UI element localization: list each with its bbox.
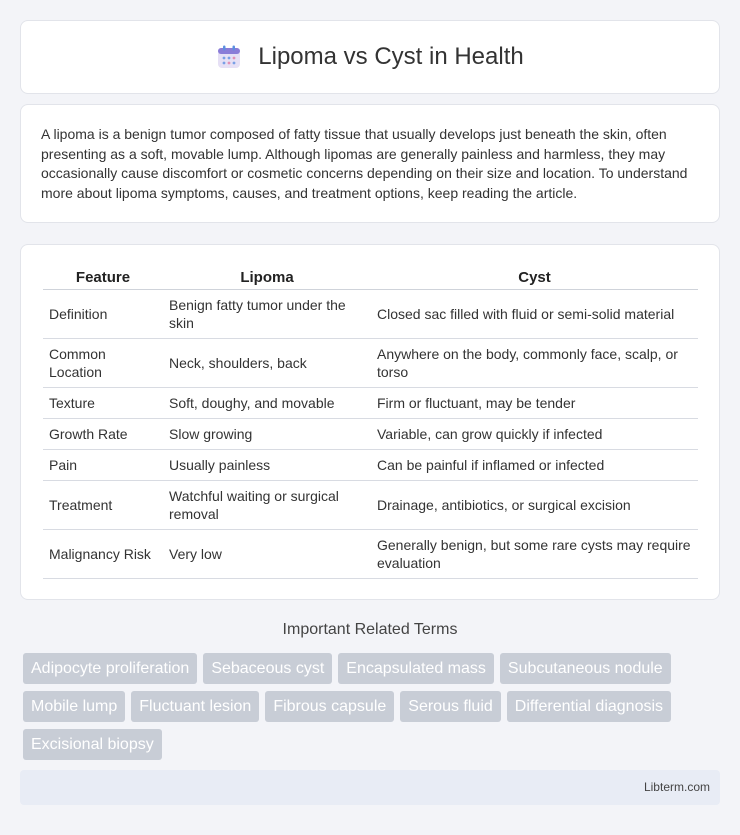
term-tag[interactable]: Mobile lump bbox=[23, 691, 125, 722]
header-card bbox=[20, 20, 720, 94]
cell-feature: Definition bbox=[43, 290, 163, 339]
related-terms-title: Important Related Terms bbox=[282, 621, 458, 638]
table-row bbox=[43, 290, 698, 339]
cell-feature: Common Location bbox=[43, 339, 163, 388]
table-row bbox=[43, 481, 698, 530]
cell-feature: Pain bbox=[43, 450, 163, 481]
cell-lipoma: Neck, shoulders, back bbox=[163, 339, 371, 388]
calendar-icon bbox=[216, 44, 242, 70]
header-lipoma: Lipoma bbox=[163, 263, 371, 290]
cell-feature: Malignancy Risk bbox=[43, 530, 163, 579]
cell-cyst: Closed sac filled with fluid or semi-solid material bbox=[371, 290, 698, 339]
header-cyst: Cyst bbox=[371, 263, 698, 290]
header-feature: Feature bbox=[43, 263, 163, 290]
term-tag[interactable]: Adipocyte proliferation bbox=[23, 653, 197, 684]
comparison-table bbox=[43, 263, 698, 579]
table-row bbox=[43, 530, 698, 579]
term-tag[interactable]: Encapsulated mass bbox=[338, 653, 494, 684]
term-tag[interactable]: Differential diagnosis bbox=[507, 691, 671, 722]
cell-lipoma: Usually painless bbox=[163, 450, 371, 481]
cell-lipoma: Slow growing bbox=[163, 419, 371, 450]
cell-lipoma: Very low bbox=[163, 530, 371, 579]
related-terms-list bbox=[23, 653, 723, 760]
table-header-row bbox=[43, 263, 698, 290]
cell-cyst: Variable, can grow quickly if infected bbox=[371, 419, 698, 450]
table-row bbox=[43, 450, 698, 481]
table-row bbox=[43, 339, 698, 388]
cell-feature: Treatment bbox=[43, 481, 163, 530]
cell-lipoma: Benign fatty tumor under the skin bbox=[163, 290, 371, 339]
cell-cyst: Anywhere on the body, commonly face, scalp, or torso bbox=[371, 339, 698, 388]
cell-cyst: Firm or fluctuant, may be tender bbox=[371, 388, 698, 419]
cell-cyst: Can be painful if inflamed or infected bbox=[371, 450, 698, 481]
cell-cyst: Generally benign, but some rare cysts may require evaluation bbox=[371, 530, 698, 579]
cell-feature: Texture bbox=[43, 388, 163, 419]
cell-cyst: Drainage, antibiotics, or surgical excision bbox=[371, 481, 698, 530]
term-tag[interactable]: Excisional biopsy bbox=[23, 729, 162, 760]
footer-link[interactable]: Libterm.com bbox=[643, 780, 710, 794]
cell-lipoma: Watchful waiting or surgical removal bbox=[163, 481, 371, 530]
term-tag[interactable]: Sebaceous cyst bbox=[203, 653, 332, 684]
table-row bbox=[43, 388, 698, 419]
page-title: Lipoma vs Cyst in Health bbox=[258, 43, 524, 70]
intro-text: A lipoma is a benign tumor composed of fatty tissue that usually develops just beneath the skin, often presenting as a soft, movable lump. Although lipomas are generally painless and harmless, they may occasionally cause discomfort or cosmetic concerns depending on their size and location. To understand more about lipoma symptoms, causes, and treatment options, keep reading the article. bbox=[41, 126, 688, 201]
cell-lipoma: Soft, doughy, and movable bbox=[163, 388, 371, 419]
term-tag[interactable]: Fluctuant lesion bbox=[131, 691, 259, 722]
table-row bbox=[43, 419, 698, 450]
term-tag[interactable]: Fibrous capsule bbox=[265, 691, 394, 722]
footer bbox=[20, 770, 720, 805]
term-tag[interactable]: Serous fluid bbox=[400, 691, 501, 722]
term-tag[interactable]: Subcutaneous nodule bbox=[500, 653, 671, 684]
intro-card bbox=[20, 104, 720, 223]
cell-feature: Growth Rate bbox=[43, 419, 163, 450]
comparison-card bbox=[20, 244, 720, 600]
